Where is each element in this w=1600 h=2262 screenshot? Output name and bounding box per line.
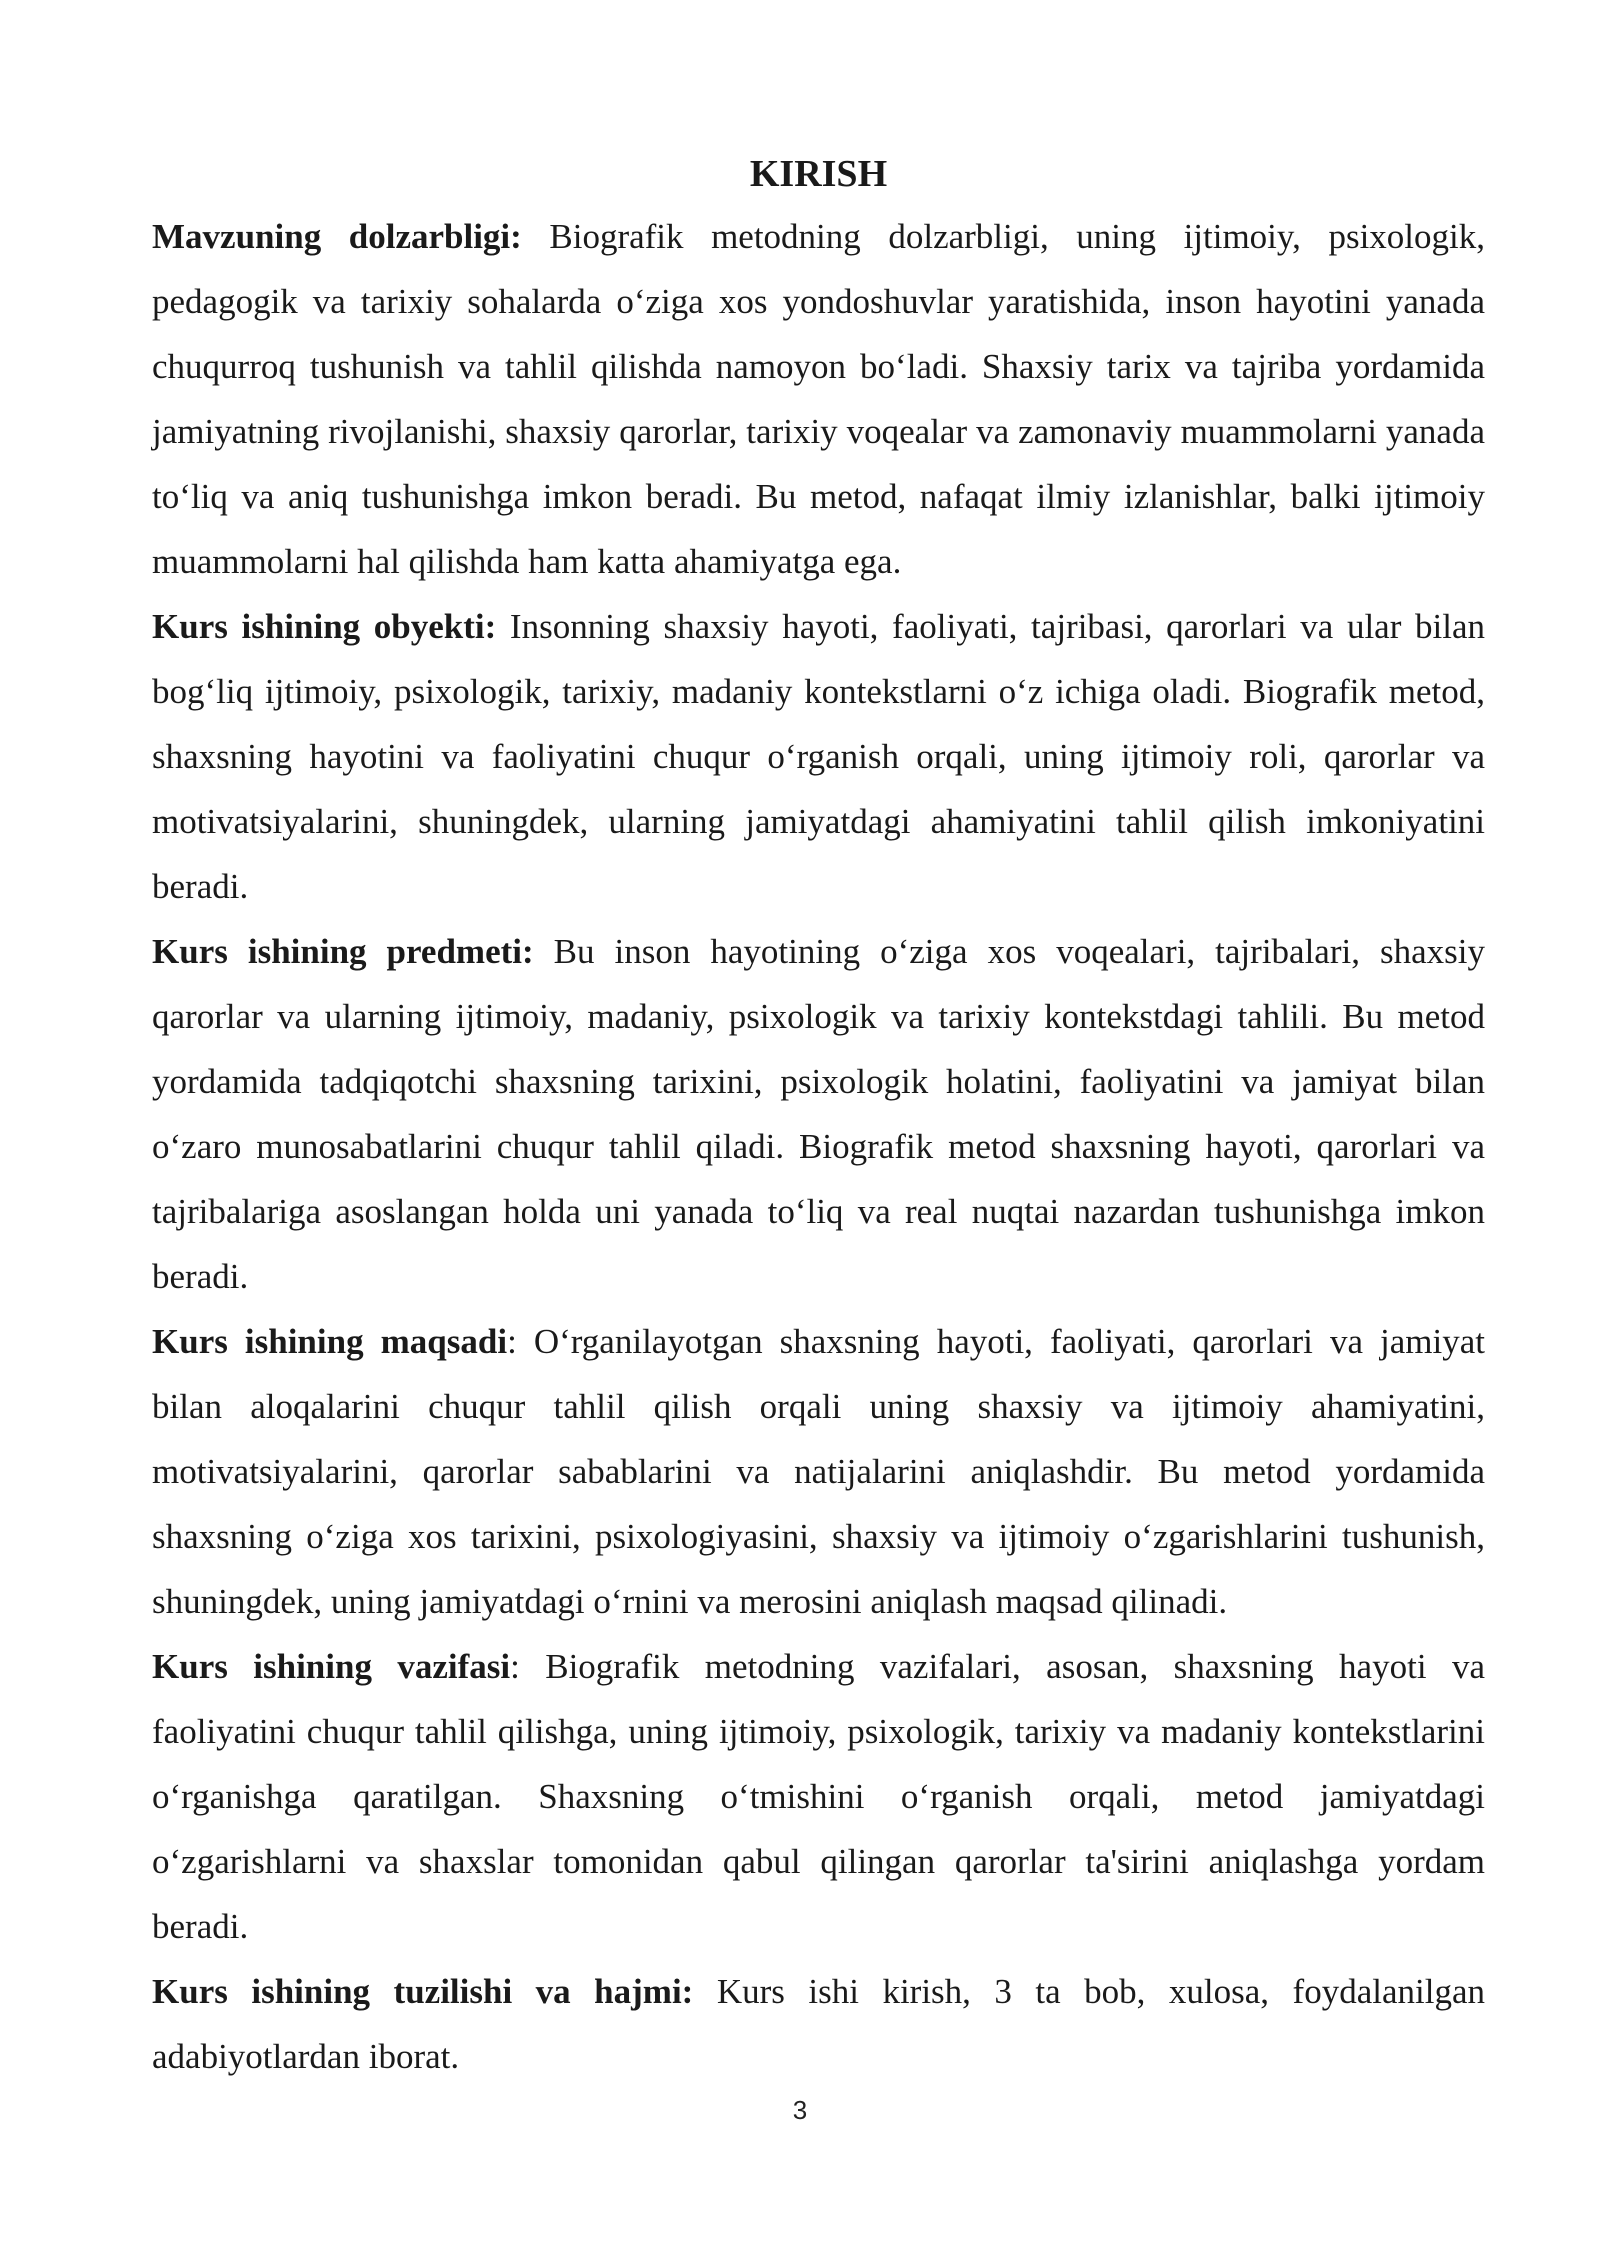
document-page	[152, 150, 1485, 2089]
section-label: Kurs ishining predmeti:	[152, 932, 534, 971]
section-label: Kurs ishining maqsadi	[152, 1322, 508, 1361]
section-tasks	[152, 1634, 1485, 1959]
section-text: Insonning shaxsiy hayoti, faoliyati, tajribasi, qarorlari va ular bilan bog‘liq ijtimoiy, psixologik, tarixiy, madaniy kontekstlarni o‘z ichiga oladi. Biografik metod, shaxsning hayotini va faoliyatini chuqur o‘rganish orqali, uning ijtimoiy roli, qarorlar va motivatsiyalarini, shuningdek, ularning jamiyatdagi ahamiyatini tahlil qilish imkoniyatini beradi.	[152, 607, 1485, 906]
section-text: : O‘rganilayotgan shaxsning hayoti, faoliyati, qarorlari va jamiyat bilan aloqalarini chuqur tahlil qilish orqali uning shaxsiy va ijtimoiy ahamiyatini, motivatsiyalarini, qarorlar sabablarini va natijalarini aniqlashdir. Bu metod yordamida shaxsning o‘ziga xos tarixini, psixologiyasini, shaxsiy va ijtimoiy o‘zgarishlarini tushunish, shuningdek, uning jamiyatdagi o‘rnini va merosini aniqlash maqsad qilinadi.	[152, 1322, 1485, 1621]
section-label: Kurs ishining vazifasi	[152, 1647, 511, 1686]
section-subject	[152, 919, 1485, 1309]
page-number: 3	[792, 2095, 808, 2125]
section-relevance	[152, 204, 1485, 594]
section-text: Biografik metodning dolzarbligi, uning ijtimoiy, psixologik, pedagogik va tarixiy sohalarda o‘ziga xos yondoshuvlar yaratishida, inson hayotini yanada chuqurroq tushunish va tahlil qilishda namoyon bo‘ladi. Shaxsiy tarix va tajriba yordamida jamiyatning rivojlanishi, shaxsiy qarorlar, tarixiy voqealar va zamonaviy muammolarni yanada to‘liq va aniq tushunishga imkon beradi. Bu metod, nafaqat ilmiy izlanishlar, balki ijtimoiy muammolarni hal qilishda ham katta ahamiyatga ega.	[152, 217, 1485, 581]
section-label: Kurs ishining tuzilishi va hajmi:	[152, 1972, 694, 2011]
section-text: Bu inson hayotining o‘ziga xos voqealari, tajribalari, shaxsiy qarorlar va ularning ijtimoiy, madaniy, psixologik va tarixiy kontekstdagi tahlili. Bu metod yordamida tadqiqotchi shaxsning tarixini, psixologik holatini, faoliyatini va jamiyat bilan o‘zaro munosabatlarini chuqur tahlil qiladi. Biografik metod shaxsning hayoti, qarorlari va tajribalariga asoslangan holda uni yanada to‘liq va real nuqtai nazardan tushunishga imkon beradi.	[152, 932, 1485, 1296]
page-title: KIRISH	[749, 153, 888, 195]
section-goal	[152, 1309, 1485, 1634]
section-structure	[152, 1959, 1485, 2089]
section-label: Kurs ishining obyekti:	[152, 607, 497, 646]
section-text: Kurs ishi kirish, 3 ta bob, xulosa, foydalanilgan adabiyotlardan iborat.	[152, 1972, 1485, 2076]
section-object	[152, 594, 1485, 919]
section-text: : Biografik metodning vazifalari, asosan, shaxsning hayoti va faoliyatini chuqur tahlil qilishga, uning ijtimoiy, psixologik, tarixiy va madaniy kontekstlarini o‘rganishga qaratilgan. Shaxsning o‘tmishini o‘rganish orqali, metod jamiyatdagi o‘zgarishlarni va shaxslar tomonidan qabul qilingan qarorlar ta'sirini aniqlashga yordam beradi.	[152, 1647, 1485, 1946]
section-label: Mavzuning dolzarbligi:	[152, 217, 522, 256]
